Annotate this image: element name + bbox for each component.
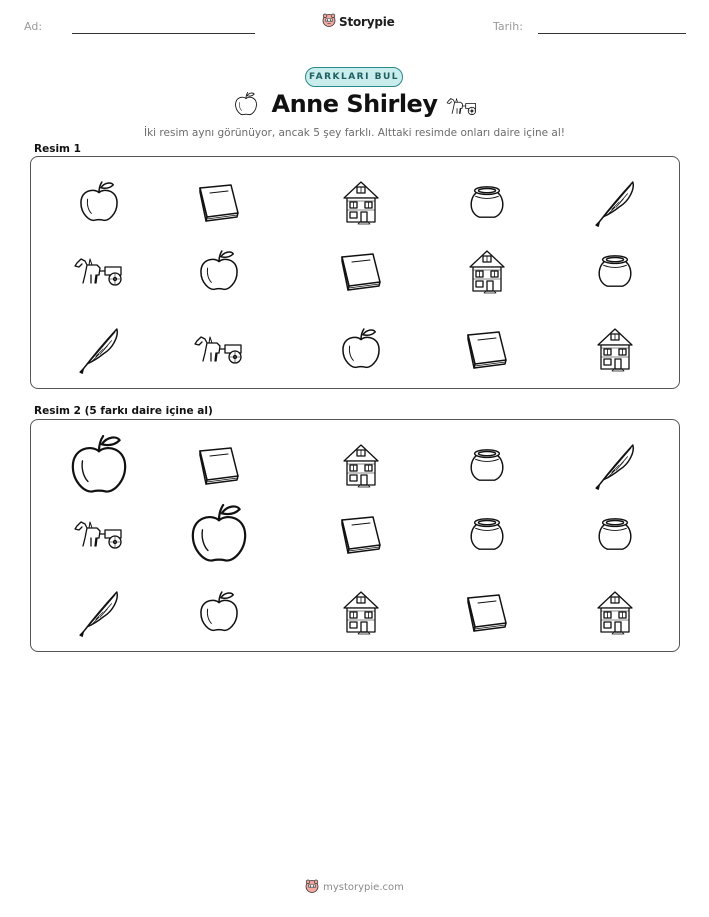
footer xyxy=(0,878,709,897)
horse-cart-icon xyxy=(446,95,478,121)
apple-icon xyxy=(184,580,254,644)
book-icon xyxy=(452,317,522,381)
p2-feather-r3c1[interactable] xyxy=(64,582,134,642)
pot-icon xyxy=(580,239,650,303)
p1-book-r2c3 xyxy=(326,241,396,301)
p1-pot-r1c4 xyxy=(452,172,522,232)
book-icon xyxy=(326,502,396,566)
apple-icon xyxy=(184,502,254,566)
p2-apple-r3c2[interactable] xyxy=(184,582,254,642)
p2-apple-r1c1[interactable] xyxy=(64,435,134,495)
horse-cart-icon xyxy=(64,239,134,303)
instructions-text: İki resim aynı görünüyor, ancak 5 şey farklı. Alttaki resimde onları daire içine al! xyxy=(144,127,565,139)
book-icon xyxy=(326,239,396,303)
house-icon xyxy=(580,317,650,381)
p2-book-r1c2[interactable] xyxy=(184,435,254,495)
footer-url: mystorypie.com xyxy=(323,882,404,893)
p2-horse-cart-r2c1[interactable] xyxy=(64,504,134,564)
house-icon xyxy=(452,239,522,303)
name-label: Ad: xyxy=(24,20,43,33)
picture1-panel xyxy=(30,156,680,389)
p2-apple-r2c2[interactable] xyxy=(184,504,254,564)
house-icon xyxy=(326,433,396,497)
apple-icon xyxy=(326,317,396,381)
house-icon xyxy=(326,170,396,234)
p2-pot-r1c4[interactable] xyxy=(452,435,522,495)
picture2-panel[interactable] xyxy=(30,419,680,652)
house-icon xyxy=(580,580,650,644)
book-icon xyxy=(184,433,254,497)
pot-icon xyxy=(452,433,522,497)
p1-book-r1c2 xyxy=(184,172,254,232)
storypie-mascot-icon xyxy=(305,878,319,897)
apple-icon xyxy=(64,433,134,497)
horse-cart-icon xyxy=(184,317,254,381)
p2-book-r2c3[interactable] xyxy=(326,504,396,564)
date-label: Tarih: xyxy=(493,20,523,33)
book-icon xyxy=(184,170,254,234)
p2-pot-r2c4[interactable] xyxy=(452,504,522,564)
p1-feather-r1c5 xyxy=(580,172,650,232)
pot-icon xyxy=(452,170,522,234)
apple-icon xyxy=(184,239,254,303)
p1-house-r1c3 xyxy=(326,172,396,232)
p2-book-r3c4[interactable] xyxy=(452,582,522,642)
horse-cart-icon xyxy=(64,502,134,566)
storypie-mascot-icon xyxy=(322,12,336,31)
header-bar xyxy=(0,0,709,44)
p1-apple-r2c2 xyxy=(184,241,254,301)
name-field-line[interactable] xyxy=(72,33,255,34)
p2-house-r3c3[interactable] xyxy=(326,582,396,642)
brand-logo xyxy=(322,12,395,31)
p2-feather-r1c5[interactable] xyxy=(580,435,650,495)
house-icon xyxy=(326,580,396,644)
p1-apple-r3c3 xyxy=(326,319,396,379)
pot-icon xyxy=(452,502,522,566)
activity-badge: FARKLARI BUL xyxy=(305,67,403,87)
brand-name: Storypie xyxy=(339,14,395,29)
page-title: Anne Shirley xyxy=(271,90,438,118)
p1-horse-cart-r2c1 xyxy=(64,241,134,301)
feather-icon xyxy=(580,433,650,497)
p1-house-r2c4 xyxy=(452,241,522,301)
picture1-label: Resim 1 xyxy=(34,143,81,155)
book-icon xyxy=(452,580,522,644)
p2-pot-r2c5[interactable] xyxy=(580,504,650,564)
p2-house-r1c3[interactable] xyxy=(326,435,396,495)
apple-icon xyxy=(64,170,134,234)
p1-apple-r1c1 xyxy=(64,172,134,232)
feather-icon xyxy=(64,317,134,381)
feather-icon xyxy=(580,170,650,234)
p1-pot-r2c5 xyxy=(580,241,650,301)
p1-book-r3c4 xyxy=(452,319,522,379)
feather-icon xyxy=(64,580,134,644)
picture2-label: Resim 2 (5 farkı daire içine al) xyxy=(34,405,213,417)
date-field-line[interactable] xyxy=(538,33,686,34)
p1-house-r3c5 xyxy=(580,319,650,379)
p1-feather-r3c1 xyxy=(64,319,134,379)
p2-house-r3c5[interactable] xyxy=(580,582,650,642)
p1-horse-cart-r3c2 xyxy=(184,319,254,379)
pot-icon xyxy=(580,502,650,566)
